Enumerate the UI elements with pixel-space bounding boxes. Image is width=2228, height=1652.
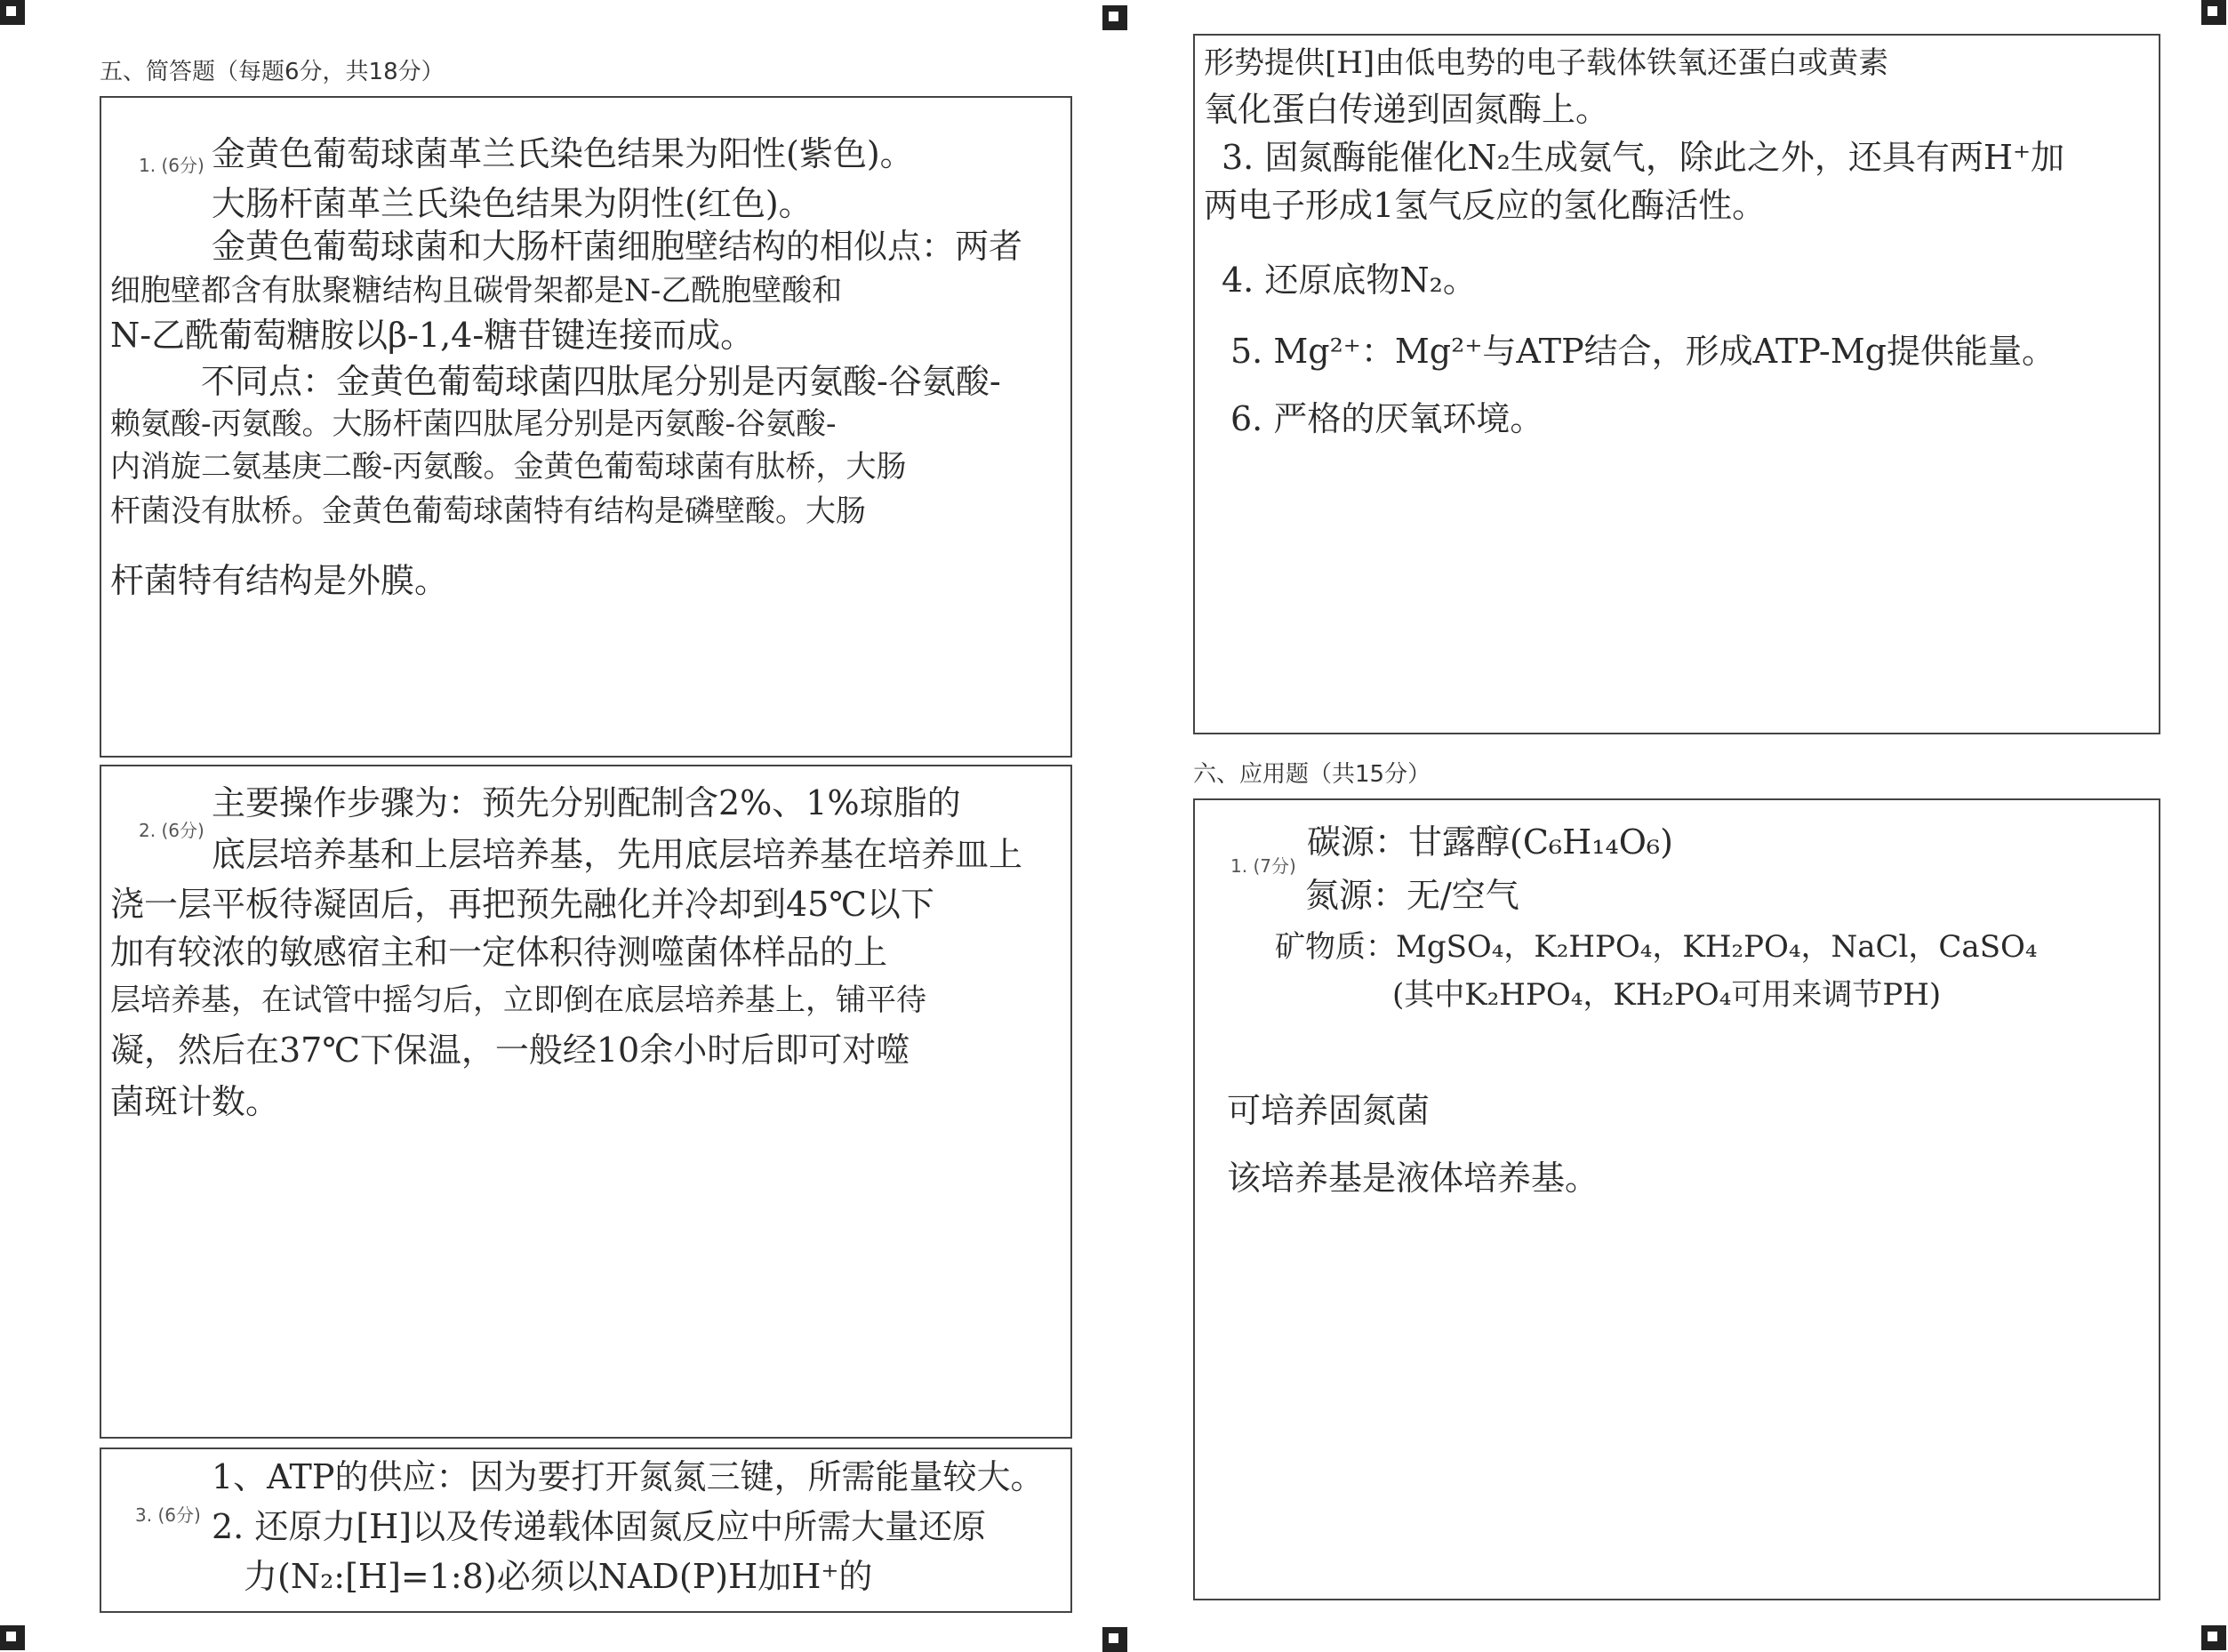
answer-line: 金黄色葡萄球菌革兰氏染色结果为阳性(紫色)。 <box>212 134 914 173</box>
corner-marker-top-left <box>0 0 25 25</box>
section-title-application: 六、应用题（共15分） <box>1193 761 1431 788</box>
answer-line: 矿物质：MgSO₄，K₂HPO₄，KH₂PO₄，NaCl，CaSO₄ <box>1275 929 2038 965</box>
answer-line: N-乙酰葡萄糖胺以β-1,4-糖苷键连接而成。 <box>110 316 755 355</box>
answer-line: 内消旋二氨基庚二酸-丙氨酸。金黄色葡萄球菌有肽桥，大肠 <box>110 449 907 485</box>
answer-box-q1 <box>100 96 1072 758</box>
answer-line: 1、ATP的供应：因为要打开氮氮三键，所需能量较大。 <box>212 1457 1045 1496</box>
answer-line: 浇一层平板待凝固后，再把预先融化并冷却到45℃以下 <box>110 885 934 924</box>
question-label: 2. (6分) <box>139 820 204 841</box>
answer-line: 金黄色葡萄球菌和大肠杆菌细胞壁结构的相似点：两者 <box>212 227 1023 266</box>
answer-line: 杆菌没有肽桥。金黄色葡萄球菌特有结构是磷壁酸。大肠 <box>110 493 866 529</box>
answer-line: 细胞壁都含有肽聚糖结构且碳骨架都是N-乙酰胞壁酸和 <box>110 273 843 309</box>
answer-box-continuation <box>1193 34 2160 734</box>
question-label: 1. (7分) <box>1230 855 1296 877</box>
answer-line: 4. 还原底物N₂。 <box>1222 261 1477 300</box>
answer-line: 2. 还原力[H]以及传递载体固氮反应中所需大量还原 <box>212 1507 987 1546</box>
corner-marker-bottom-right <box>2201 1625 2226 1650</box>
question-label: 1. (6分) <box>139 155 204 176</box>
answer-line: 杆菌特有结构是外膜。 <box>110 561 449 600</box>
corner-marker-bottom-center <box>1102 1627 1127 1652</box>
answer-box-q3 <box>100 1448 1072 1613</box>
answer-box-application-q1 <box>1193 798 2160 1600</box>
answer-box-q2 <box>100 765 1072 1439</box>
answer-line: 菌斑计数。 <box>110 1082 280 1121</box>
answer-line: 5. Mg²⁺：Mg²⁺与ATP结合，形成ATP-Mg提供能量。 <box>1230 332 2056 371</box>
corner-marker-top-center <box>1102 5 1127 30</box>
answer-line: 6. 严格的厌氧环境。 <box>1230 399 1544 438</box>
answer-line: 底层培养基和上层培养基，先用底层培养基在培养皿上 <box>212 835 1023 874</box>
answer-line: 大肠杆菌革兰氏染色结果为阴性(红色)。 <box>212 184 813 223</box>
answer-line: 可培养固氮菌 <box>1227 1091 1431 1130</box>
answer-line: 力(N₂:[H]=1:8)必须以NAD(P)H加H⁺的 <box>244 1557 873 1596</box>
answer-line: 氧化蛋白传递到固氮酶上。 <box>1204 90 1610 129</box>
answer-line: 加有较浓的敏感宿主和一定体积待测噬菌体样品的上 <box>110 933 888 972</box>
answer-line: 3. 固氮酶能催化N₂生成氨气，除此之外，还具有两H⁺加 <box>1222 138 2065 177</box>
corner-marker-bottom-left <box>0 1625 25 1650</box>
answer-line: (其中K₂HPO₄，KH₂PO₄可用来调节PH) <box>1392 977 1942 1013</box>
answer-line: 层培养基，在试管中摇匀后，立即倒在底层培养基上，铺平待 <box>110 982 926 1018</box>
answer-line: 碳源：甘露醇(C₆H₁₄O₆) <box>1307 822 1673 862</box>
answer-line: 两电子形成1氢气反应的氢化酶活性。 <box>1204 186 1767 225</box>
section-title-short-answer: 五、简答题（每题6分，共18分） <box>100 59 445 85</box>
answer-line: 形势提供[H]由低电势的电子载体铁氧还蛋白或黄素 <box>1204 45 1889 81</box>
answer-line: 凝，然后在37℃下保温，一般经10余小时后即可对噬 <box>110 1030 910 1070</box>
answer-line: 该培养基是液体培养基。 <box>1227 1159 1599 1198</box>
answer-line: 赖氨酸-丙氨酸。大肠杆菌四肽尾分别是丙氨酸-谷氨酸- <box>110 406 837 442</box>
answer-line: 主要操作步骤为：预先分别配制含2%、1%琼脂的 <box>212 783 961 822</box>
answer-line: 氮源：无/空气 <box>1305 876 1519 915</box>
answer-line: 不同点：金黄色葡萄球菌四肽尾分别是丙氨酸-谷氨酸- <box>201 362 1001 401</box>
corner-marker-top-right <box>2201 0 2226 25</box>
question-label: 3. (6分) <box>135 1504 201 1526</box>
